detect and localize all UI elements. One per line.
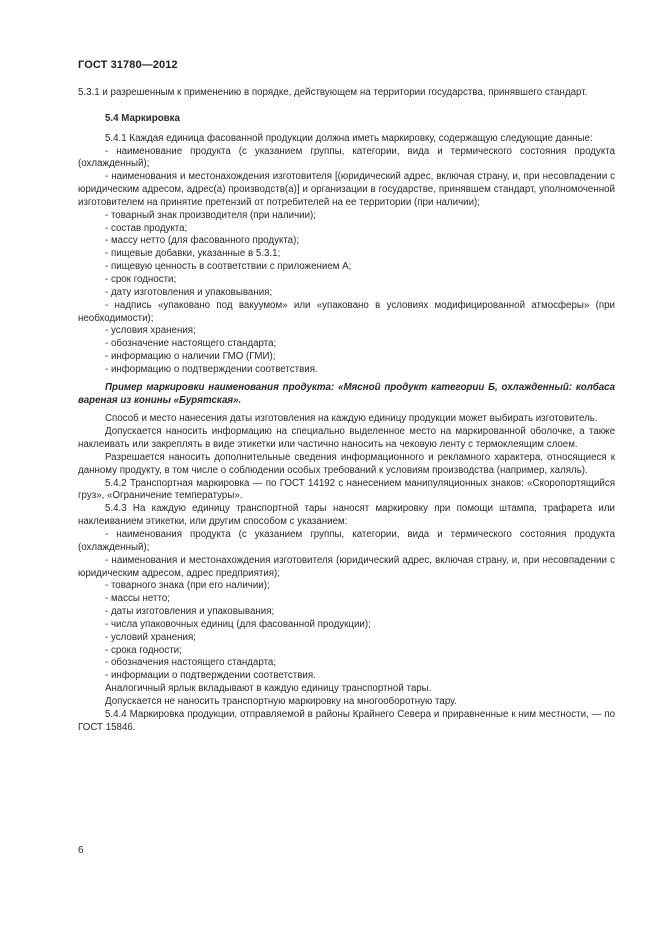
list-item: - наименования и местонахождения изготовителя [(юридический адрес, включая страну, и, при несовпадении с юридическим адресом, адрес(а) производств(а)] и организации в государстве, принявшем стандарт, уполномоченной изготовителем на принятие претензий от потребителей на ее территории (при наличии); xyxy=(78,171,615,208)
document-body xyxy=(78,87,615,735)
list-item: - наименования и местонахождения изготовителя (юридический адрес, включая страну, и, при несовпадении с юридическим адресом, адрес предприятия); xyxy=(78,554,615,579)
document-header: ГОСТ 31780—2012 xyxy=(78,59,178,71)
paragraph: 5.4.4 Маркировка продукции, отправляемой в районы Крайнего Севера и приравненные к ним местности, — по ГОСТ 15846. xyxy=(78,708,615,733)
example-note: Пример маркировки наименования продукта: «Мясной продукт категории Б, охлажденный: колбаса вареная из конины «Бурятская». xyxy=(78,381,615,406)
paragraph: Способ и место нанесения даты изготовления на каждую единицу продукции может выбирать изготовитель. xyxy=(105,413,598,425)
list-item: - информацию о подтверждении соответствия. xyxy=(105,363,318,375)
list-item: - информации о подтверждении соответствия. xyxy=(105,670,316,682)
paragraph: 5.3.1 и разрешенным к применению в порядке, действующем на территории государства, принявшего стандарт. xyxy=(78,87,588,98)
list-item: - массы нетто; xyxy=(105,593,170,605)
list-item: - состав продукта; xyxy=(105,222,188,234)
section-heading: 5.4 Маркировка xyxy=(105,112,180,124)
list-item: - товарного знака (при его наличии); xyxy=(105,580,270,592)
list-item: - обозначение настоящего стандарта; xyxy=(105,338,277,350)
page-number: 6 xyxy=(78,845,84,856)
list-item: - пищевую ценность в соответствии с приложением А; xyxy=(105,261,352,273)
list-item: - информацию о наличии ГМО (ГМИ); xyxy=(105,351,276,363)
list-item: - товарный знак производителя (при наличии); xyxy=(105,209,317,221)
list-item: - условия хранения; xyxy=(105,325,196,337)
paragraph: Аналогичный ярлык вкладывают в каждую единицу транспортной тары. xyxy=(105,683,432,695)
list-item: - срок годности; xyxy=(105,273,177,285)
paragraph: 5.4.3 На каждую единицу транспортной тары наносят маркировку при помощи штампа, трафарета или наклеиванием этикетки, или другим способом с указанием: xyxy=(78,503,615,528)
list-item: - надпись «упаковано под вакуумом» или «упаковано в условиях модифицированной атмосферы» (при необходимости); xyxy=(78,299,615,324)
list-item: - пищевые добавки, указанные в 5.3.1; xyxy=(105,248,281,260)
list-item: - числа упаковочных единиц (для фасованной продукции); xyxy=(105,618,371,630)
list-item: - обозначения настоящего стандарта; xyxy=(105,657,277,669)
list-item: - массу нетто (для фасованного продукта); xyxy=(105,235,300,247)
list-item: - условий хранения; xyxy=(105,631,196,643)
paragraph: Допускается не наносить транспортную маркировку на многооборотную тару. xyxy=(105,695,457,707)
list-item: - дату изготовления и упаковывания; xyxy=(105,286,273,298)
list-item: - наименование продукта (с указанием группы, категории, вида и термического состояния продукта (охлажденный); xyxy=(78,145,615,170)
paragraph: 5.4.2 Транспортная маркировка — по ГОСТ 14192 с нанесением манипуляционных знаков: «Скоропортящийся груз», «Ограничение температуры». xyxy=(78,477,615,502)
list-item: - даты изготовления и упаковывания; xyxy=(105,606,275,618)
paragraph: Разрешается наносить дополнительные сведения информационного и рекламного характера, относящиеся к данному продукту, в том числе о соблюдении особых требований к условиям производства (например, халяль). xyxy=(78,451,615,476)
list-item: - срока годности; xyxy=(105,644,182,656)
paragraph: 5.4.1 Каждая единица фасованной продукции должна иметь маркировку, содержащую следующие данные: xyxy=(105,132,593,144)
list-item: - наименования продукта (с указанием группы, категории, вида и термического состояния продукта (охлажденный); xyxy=(78,529,615,553)
paragraph: Допускается наносить информацию на специально выделенное место на маркированной оболочке, а также наклеивать или закреплять в виде этикетки или частично наносить на чековую ленту с термоклеящим слоем. xyxy=(78,426,615,451)
